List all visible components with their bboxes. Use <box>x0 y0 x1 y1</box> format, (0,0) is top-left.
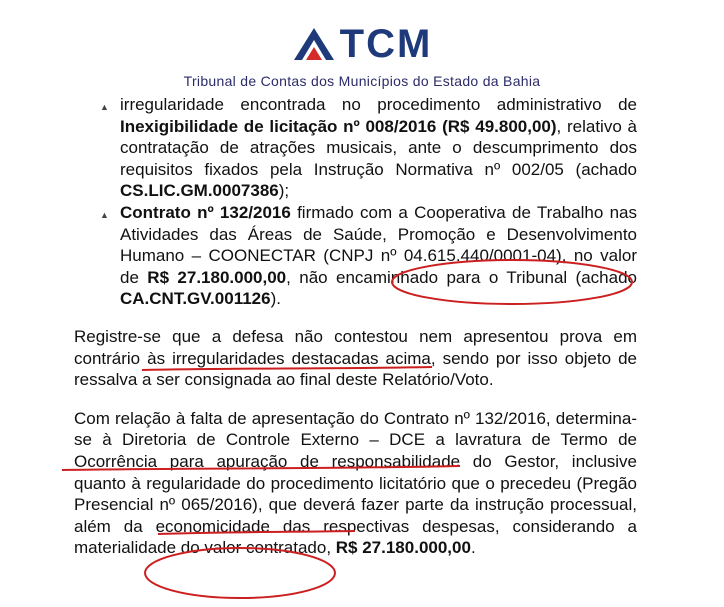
paragraph-contrato-end: . <box>470 538 476 558</box>
logo-text: TCM <box>339 22 433 66</box>
bullet-1-bold-1: Inexigibilidade de licitação nº 008/2016 (R$ 49.800,00) <box>120 116 557 136</box>
bullet-2-text-2: , não encaminhado para o Tribunal (achado <box>286 267 637 287</box>
document-body <box>74 94 637 576</box>
contract-value: R$ 27.180.000,00 <box>335 538 471 558</box>
bullet-item-1 <box>74 94 637 202</box>
paragraph-defesa: Registre-se que a defesa não contestou nem apresentou prova em contrário às irregularidades destacadas acima, sendo por isso objeto de ressalva a ser consignada ao final deste Relatório/Voto. <box>74 326 637 390</box>
bullet-item-2 <box>74 202 637 310</box>
triangle-bullet-icon: ▲ <box>100 209 109 220</box>
bullet-2-bold-1: Contrato nº 132/2016 <box>120 202 291 222</box>
bullet-1-text-1: irregularidade encontrada no procedimento administrativo de <box>120 95 637 114</box>
tcm-logo-mark-icon <box>292 26 336 62</box>
triangle-bullet-icon: ▲ <box>100 102 109 112</box>
paragraph-contrato-text: Com relação à falta de apresentação do Contrato nº 132/2016, determina-se à Diretoria de Controle Externo – DCE a lavratura de Termo de Ocorrência para apuração de responsabilidade do Gestor, inclusive quanto à regularidade do procedimento licitatório que o precedeu (Pregão Presencial nº 065/2016), que deverá fazer parte da instrução processual, além da economicidade das respectivas despesas, considerando a materialidade do valor contratado, <box>74 408 637 558</box>
tagline: Tribunal de Contas dos Municípios do Estado da Bahia <box>183 73 541 89</box>
bullet-2-text-3: ). <box>270 289 281 309</box>
tcm-logo <box>0 24 724 67</box>
bullet-1-bold-2: CS.LIC.GM.0007386 <box>120 181 279 201</box>
bullet-2-text-1: firmado com a Cooperativa de Trabalho nas Atividades das Áreas de Saúde, Promoção e Desenvolvimento Humano – COONECTAR (CNPJ nº 04.615.440/0001-04), no valor de <box>120 202 637 287</box>
paragraph-contrato <box>74 408 637 559</box>
bullet-1-text-3: ); <box>278 181 290 201</box>
bullet-1-text-2: , relativo à contratação de atrações musicais, ante o descumprimento dos requisitos fixados pela Instrução Normativa nº 002/05 (achado <box>120 116 637 179</box>
bullet-2-bold-2: R$ 27.180.000,00 <box>147 267 287 287</box>
bullet-2-bold-3: CA.CNT.GV.001126 <box>120 289 271 309</box>
bullet-list <box>74 94 637 310</box>
